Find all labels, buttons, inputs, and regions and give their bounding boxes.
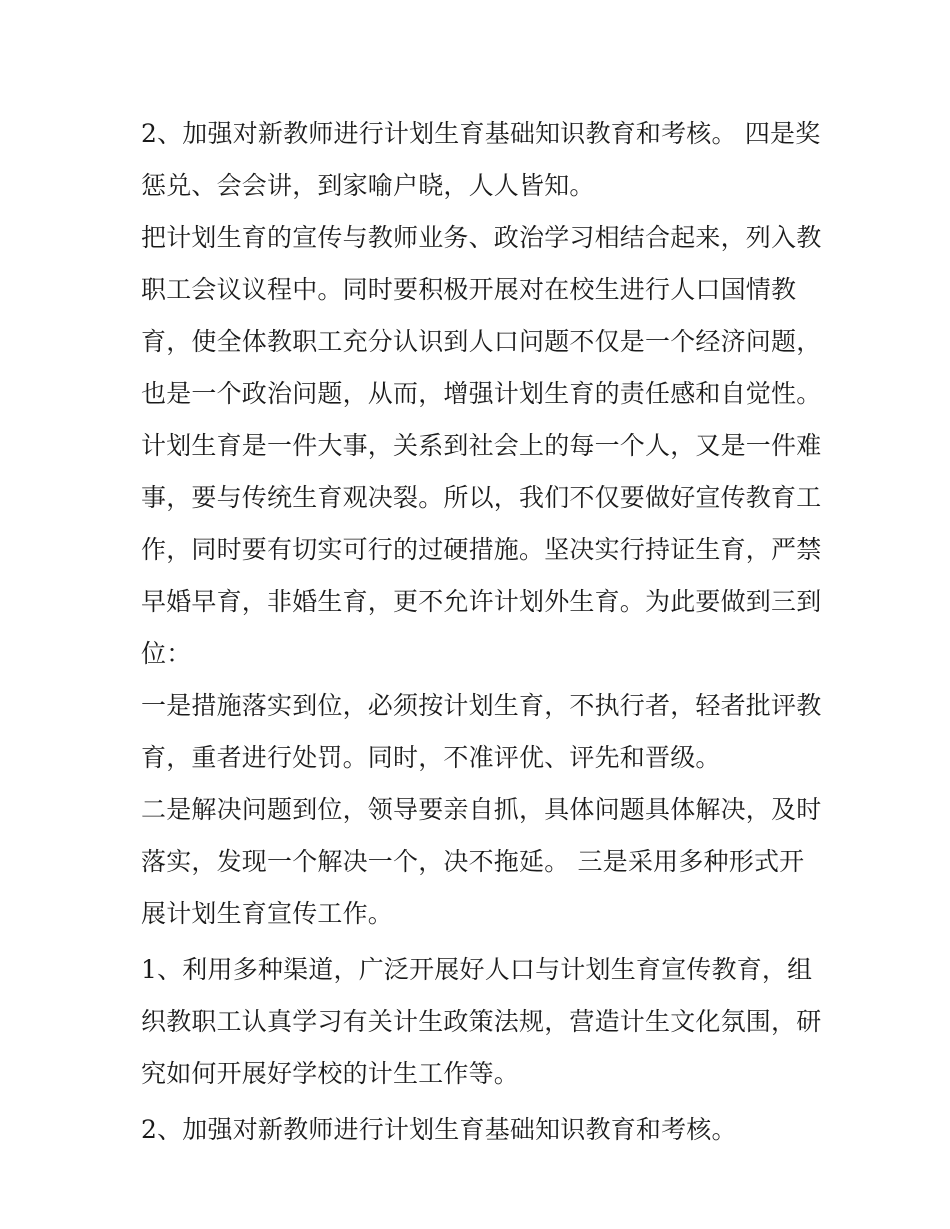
text-line: 计划生育是一件大事，关系到社会上的每一个人，又是一件难 <box>141 431 822 460</box>
text-line: 事，要与传统生育观决裂。所以，我们不仅要做好宣传教育工 <box>141 483 822 512</box>
text-line: 位： <box>141 639 192 668</box>
text-line: 2、加强对新教师进行计划生育基础知识教育和考核。 <box>141 1115 737 1144</box>
text-line: 惩兑、会会讲，到家喻户晓，人人皆知。 <box>141 171 595 200</box>
text-line: 早婚早育，非婚生育，更不允许计划外生育。为此要做到三到 <box>141 587 822 616</box>
text-line: 2、加强对新教师进行计划生育基础知识教育和考核。 四是奖 <box>141 119 821 148</box>
text-line: 织教职工认真学习有关计生政策法规，营造计生文化氛围，研 <box>141 1007 822 1036</box>
text-line: 1、利用多种渠道，广泛开展好人口与计划生育宣传教育，组 <box>141 955 813 984</box>
text-line: 究如何开展好学校的计生工作等。 <box>141 1059 520 1088</box>
text-line: 展计划生育宣传工作。 <box>141 899 394 928</box>
text-line: 育，重者进行处罚。同时，不准评优、评先和晋级。 <box>141 743 721 772</box>
text-line: 一是措施落实到位，必须按计划生育，不执行者，轻者批评教 <box>141 691 822 720</box>
text-line: 二是解决问题到位，领导要亲自抓，具体问题具体解决，及时 <box>141 795 822 824</box>
text-line: 职工会议议程中。同时要积极开展对在校生进行人口国情教 <box>141 275 797 304</box>
text-line: 育，使全体教职工充分认识到人口问题不仅是一个经济问题， <box>141 327 822 356</box>
document-body <box>141 108 822 1156</box>
text-line: 把计划生育的宣传与教师业务、政治学习相结合起来，列入教 <box>141 223 822 252</box>
text-line: 作，同时要有切实可行的过硬措施。坚决实行持证生育，严禁 <box>141 535 822 564</box>
text-line: 落实，发现一个解决一个，决不拖延。 三是采用多种形式开 <box>141 847 805 876</box>
text-line: 也是一个政治问题，从而，增强计划生育的责任感和自觉性。 <box>141 379 822 408</box>
